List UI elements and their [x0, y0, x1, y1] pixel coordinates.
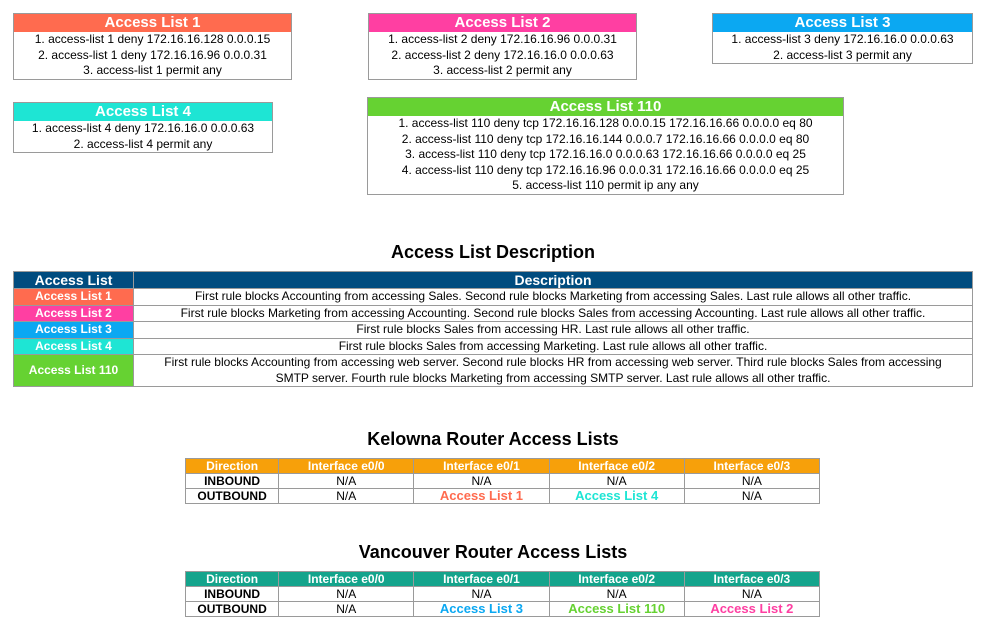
access-list-4-rule-1: 1. access-list 4 deny 172.16.16.0 0.0.0.63 [31, 121, 255, 135]
vancouver-inbound-e00: N/A [279, 587, 414, 602]
row-access-list-3-name: Access List 3 [14, 322, 134, 339]
kelowna-outbound-e01: Access List 1 [414, 489, 549, 504]
vancouver-header-e03: Interface e0/3 [684, 572, 819, 587]
access-list-1-title: Access List 1 [14, 14, 291, 32]
kelowna-outbound-e03: N/A [684, 489, 819, 504]
table-row [14, 355, 973, 387]
vancouver-header-direction: Direction [186, 572, 279, 587]
vancouver-inbound-e01: N/A [414, 587, 549, 602]
access-list-3-rule-2: 2. access-list 3 permit any [773, 47, 912, 62]
vancouver-outbound-e00: N/A [279, 602, 414, 617]
vancouver-table [185, 571, 820, 617]
access-list-4-rule-2: 2. access-list 4 permit any [73, 136, 213, 151]
kelowna-outbound-label: OUTBOUND [186, 489, 279, 504]
access-list-110-rule-2: 2. access-list 110 deny tcp 172.16.16.144 0.0.0.7 172.16.16.66 0.0.0.0 eq 80 [401, 131, 810, 146]
vancouver-outbound-e01: Access List 3 [414, 602, 549, 617]
vancouver-header-e00: Interface e0/0 [279, 572, 414, 587]
kelowna-header-e02: Interface e0/2 [549, 459, 684, 474]
kelowna-inbound-label: INBOUND [186, 474, 279, 489]
table-row [14, 289, 973, 306]
access-list-1-rule-2: 2. access-list 1 deny 172.16.16.96 0.0.0.31 [38, 47, 267, 62]
vancouver-header-row [186, 572, 820, 587]
table-row [14, 338, 973, 355]
row-access-list-3-text: First rule blocks Sales from accessing HR. Last rule allows all other traffic. [134, 322, 973, 339]
header-description: Description [134, 272, 973, 289]
access-list-110-title: Access List 110 [368, 98, 843, 116]
kelowna-title: Kelowna Router Access Lists [367, 429, 619, 449]
kelowna-inbound-e02: N/A [549, 474, 684, 489]
kelowna-inbound-e00: N/A [279, 474, 414, 489]
table-row [186, 602, 820, 617]
row-access-list-4-text: First rule blocks Sales from accessing Marketing. Last rule allows all other traffic. [134, 338, 973, 355]
table-row [186, 489, 820, 504]
row-access-list-110-name: Access List 110 [14, 355, 134, 387]
vancouver-header-e01: Interface e0/1 [414, 572, 549, 587]
vancouver-inbound-e03: N/A [684, 587, 819, 602]
access-list-1-box [13, 13, 292, 80]
kelowna-header-e01: Interface e0/1 [414, 459, 549, 474]
access-list-1-rule-1: 1. access-list 1 deny 172.16.16.128 0.0.0.15 [34, 32, 271, 46]
access-list-110-rule-1: 1. access-list 110 deny tcp 172.16.16.128 0.0.0.15 172.16.16.66 0.0.0.0 eq 80 [398, 116, 813, 130]
access-list-4-box [13, 102, 273, 153]
vancouver-outbound-e03: Access List 2 [684, 602, 819, 617]
access-list-1-rule-3: 3. access-list 1 permit any [83, 63, 222, 77]
access-list-3-rule-1: 1. access-list 3 deny 172.16.16.0 0.0.0.63 [731, 32, 954, 46]
access-list-110-rule-4: 4. access-list 110 deny tcp 172.16.16.96 0.0.0.31 172.16.16.66 0.0.0.0 eq 25 [401, 162, 810, 177]
vancouver-title: Vancouver Router Access Lists [358, 542, 628, 562]
access-list-2-rule-1: 1. access-list 2 deny 172.16.16.96 0.0.0.31 [388, 32, 617, 46]
kelowna-inbound-e03: N/A [684, 474, 819, 489]
kelowna-header-row [186, 459, 820, 474]
table-row [186, 474, 820, 489]
description-table [13, 271, 973, 387]
vancouver-outbound-e02: Access List 110 [549, 602, 684, 617]
kelowna-header-e00: Interface e0/0 [279, 459, 414, 474]
vancouver-outbound-label: OUTBOUND [186, 602, 279, 617]
kelowna-table [185, 458, 820, 504]
table-row [14, 322, 973, 339]
access-list-110-rule-3: 3. access-list 110 deny tcp 172.16.16.0 0.0.0.63 172.16.16.66 0.0.0.0 eq 25 [405, 147, 806, 161]
access-list-2-title: Access List 2 [369, 14, 636, 32]
description-header-row [14, 272, 973, 289]
table-row [14, 305, 973, 322]
header-access-list: Access List [14, 272, 134, 289]
row-access-list-110-text: First rule blocks Accounting from accessing web server. Second rule blocks HR from accessing web server. Third rule blocks Sales from accessing SMTP server. Fourth rule blocks Marketing from accessing SMTP server. Last rule allows all other traffic. [134, 355, 973, 387]
vancouver-header-e02: Interface e0/2 [549, 572, 684, 587]
kelowna-outbound-e02: Access List 4 [549, 489, 684, 504]
access-list-2-rule-2: 2. access-list 2 deny 172.16.16.0 0.0.0.63 [391, 47, 614, 62]
kelowna-outbound-e00: N/A [279, 489, 414, 504]
access-list-110-box [367, 97, 844, 195]
kelowna-inbound-e01: N/A [414, 474, 549, 489]
vancouver-inbound-e02: N/A [549, 587, 684, 602]
access-list-3-box [712, 13, 973, 64]
table-row [186, 587, 820, 602]
row-access-list-4-name: Access List 4 [14, 338, 134, 355]
row-access-list-1-name: Access List 1 [14, 289, 134, 306]
kelowna-header-direction: Direction [186, 459, 279, 474]
access-list-110-rule-5: 5. access-list 110 permit ip any any [512, 178, 699, 192]
access-list-3-title: Access List 3 [713, 14, 972, 32]
row-access-list-2-text: First rule blocks Marketing from accessing Accounting. Second rule blocks Sales from accessing Accounting. Last rule allows all other traffic. [134, 305, 973, 322]
row-access-list-1-text: First rule blocks Accounting from accessing Sales. Second rule blocks Marketing from accessing Sales. Last rule allows all other traffic. [134, 289, 973, 306]
vancouver-inbound-label: INBOUND [186, 587, 279, 602]
access-list-2-box [368, 13, 637, 80]
description-title: Access List Description [390, 242, 596, 262]
row-access-list-2-name: Access List 2 [14, 305, 134, 322]
access-list-2-rule-3: 3. access-list 2 permit any [433, 63, 572, 77]
access-list-4-title: Access List 4 [14, 103, 272, 121]
kelowna-header-e03: Interface e0/3 [684, 459, 819, 474]
